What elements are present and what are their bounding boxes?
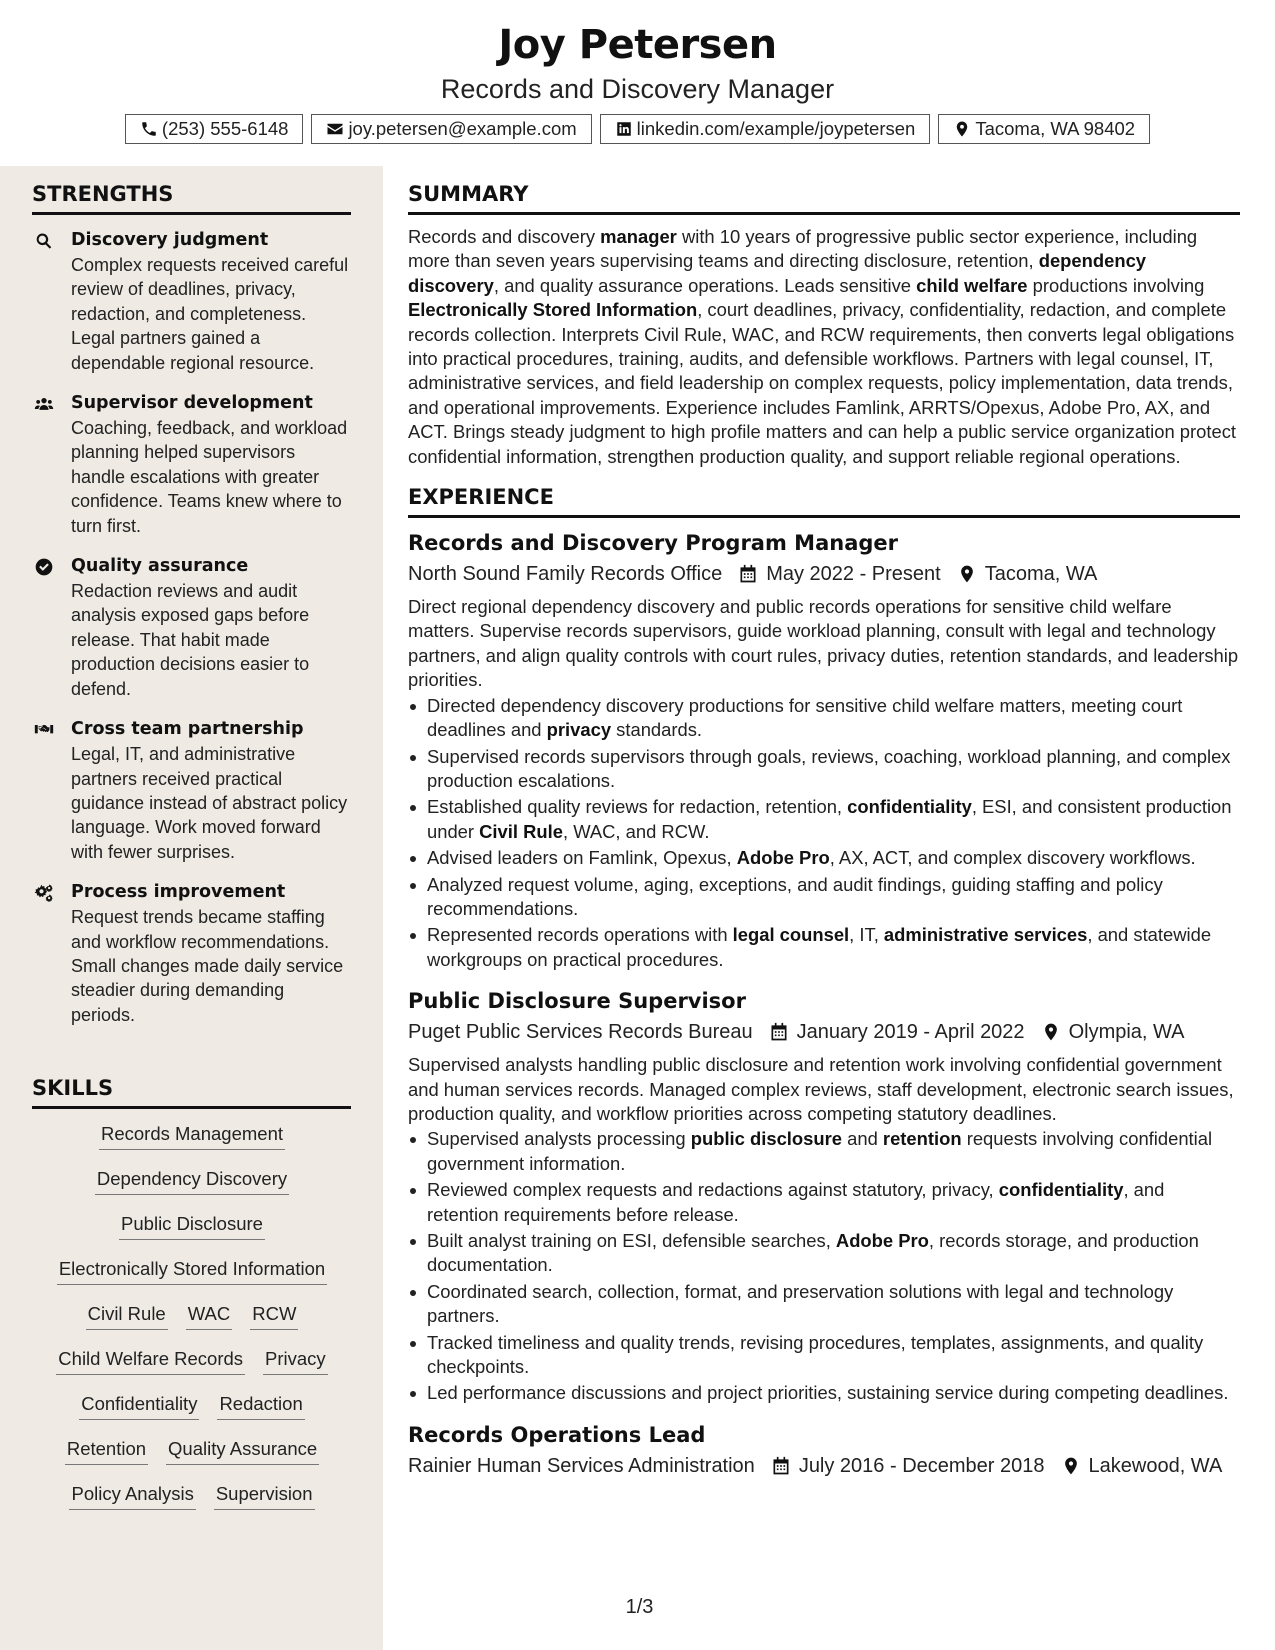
emphasis-text: retention — [882, 1128, 962, 1150]
experience-heading: EXPERIENCE — [408, 485, 1240, 518]
job-location: Lakewood, WA — [1088, 1454, 1223, 1477]
skill-tag: Public Disclosure — [119, 1212, 265, 1240]
skill-tag: Child Welfare Records — [56, 1347, 245, 1375]
job-title: Records and Discovery Program Manager — [408, 531, 898, 556]
job-dates: May 2022 - Present — [766, 563, 941, 586]
strength-description: Complex requests received careful review of deadlines, privacy, redaction, and completeness. Legal partners gained a dependable regional resource. — [71, 255, 349, 373]
strength-description: Redaction reviews and audit analysis exposed gaps before release. That habit made production decisions easier to defend. — [71, 581, 310, 699]
users-icon — [32, 393, 56, 415]
page-number — [0, 1596, 1275, 1619]
emphasis-text: dependency discovery — [408, 250, 1147, 296]
strength-title: Supervisor development — [71, 393, 313, 414]
resume-header — [0, 0, 1275, 166]
job-organization: Rainier Human Services Administration — [408, 1454, 755, 1477]
emphasis-text: Adobe Pro — [736, 847, 830, 869]
skill-tag: Privacy — [263, 1347, 328, 1375]
emphasis-text: child welfare — [916, 274, 1028, 296]
contact-location-text: Tacoma, WA 98402 — [975, 118, 1136, 139]
strength-item — [32, 228, 352, 375]
strengths-heading: STRENGTHS — [32, 182, 351, 215]
text-run: Reviewed complex requests and redactions against statutory, privacy, — [427, 1179, 999, 1201]
emphasis-text: Civil Rule — [479, 820, 563, 842]
map-pin-icon — [1041, 1022, 1061, 1042]
emphasis-text: confidentiality — [998, 1179, 1124, 1201]
text-run: Advised leaders on Famlink, Opexus, — [427, 847, 737, 869]
emphasis-text: privacy — [546, 719, 612, 741]
text-run: Established quality reviews for redaction, retention, — [427, 796, 848, 818]
main-content — [408, 166, 1240, 1481]
calendar-icon — [738, 564, 758, 584]
skill-row — [32, 1437, 352, 1482]
candidate-title: Records and Discovery Manager — [440, 74, 835, 104]
skill-tag: RCW — [250, 1302, 298, 1330]
strength-description: Request trends became staffing and workflow recommendations. Small changes made daily service steadier during demanding periods. — [71, 907, 344, 1025]
strength-item — [32, 554, 352, 701]
bullet-item — [408, 1178, 1240, 1227]
candidate-name: Joy Petersen — [498, 22, 777, 68]
emphasis-text: legal counsel — [732, 924, 850, 946]
bullet-item — [408, 795, 1240, 844]
skill-row — [32, 1257, 352, 1302]
strength-item — [32, 391, 352, 538]
text-run: , and quality assurance operations. Leads sensitive — [493, 274, 917, 296]
emphasis-text: Electronically Stored Information — [408, 299, 698, 321]
bullet-item — [408, 923, 1240, 972]
map-pin-icon — [1061, 1456, 1081, 1476]
job-meta — [408, 559, 1240, 589]
job-meta — [408, 1017, 1240, 1047]
job-description: Direct regional dependency discovery and public records operations for sensitive child welfare matters. Supervise records supervisors, guide workload planning, consult with legal and technology partners, and align quality controls with court rules, privacy duties, retention standards, and leadership priorities. — [408, 596, 1239, 691]
search-icon — [32, 230, 56, 252]
job-organization: North Sound Family Records Office — [408, 563, 723, 586]
text-run: Tracked timeliness and quality trends, revising procedures, templates, assignments, and quality checkpoints. — [427, 1331, 1204, 1378]
strength-title: Discovery judgment — [71, 230, 269, 250]
contact-bar — [0, 114, 1275, 144]
text-run: , records storage, and production documentation. — [427, 1230, 1199, 1276]
text-run: and — [842, 1128, 883, 1150]
text-run: , IT, — [849, 924, 884, 946]
strength-item — [32, 717, 352, 864]
linkedin-icon — [615, 120, 633, 138]
job-bullets — [408, 1127, 1240, 1405]
bullet-item — [408, 1127, 1240, 1176]
experience-list — [408, 528, 1240, 1481]
emphasis-text: public disclosure — [690, 1128, 842, 1150]
job-location: Olympia, WA — [1068, 1021, 1185, 1044]
emphasis-text: administrative services — [883, 924, 1088, 946]
skill-tag: Confidentiality — [79, 1392, 199, 1420]
job-entry — [408, 986, 1240, 1406]
job-dates: January 2019 - April 2022 — [796, 1021, 1025, 1044]
map-pin-icon — [957, 564, 977, 584]
text-run: , and retention requirements before release. — [427, 1179, 1165, 1225]
summary-heading: SUMMARY — [408, 182, 1240, 215]
check-circle-icon — [32, 556, 56, 578]
skill-tag: Electronically Stored Information — [57, 1257, 327, 1285]
skill-tag: Quality Assurance — [166, 1437, 319, 1465]
text-run: Records and discovery — [408, 226, 601, 247]
skill-tag: Policy Analysis — [69, 1482, 195, 1510]
bullet-item — [408, 745, 1240, 794]
strength-title: Quality assurance — [71, 556, 249, 577]
job-description: Supervised analysts handling public disclosure and retention work involving confidential government and human services records. Managed complex reviews, staff development, electronic search issues, production quality, and workflow priorities across competing statutory deadlines. — [408, 1054, 1234, 1124]
skills-list — [32, 1122, 352, 1527]
skill-tag: Supervision — [214, 1482, 315, 1510]
job-entry — [408, 528, 1240, 972]
bullet-item — [408, 694, 1240, 743]
text-run: with 10 years of progressive public sector experience, including more than seven years supervising teams and directing disclosure, retention, — [408, 226, 1198, 272]
skill-row — [32, 1392, 352, 1437]
strengths-list — [32, 228, 352, 1043]
strength-title: Process improvement — [71, 882, 286, 903]
skill-tag: WAC — [186, 1302, 232, 1330]
text-run: Built analyst training on ESI, defensible searches, — [427, 1230, 836, 1251]
strength-title: Cross team partnership — [71, 719, 304, 740]
text-run: Led performance discussions and project priorities, sustaining service during competing deadlines. — [427, 1382, 1229, 1404]
text-run: , court deadlines, privacy, confidentiality, redaction, and complete records collection. Interprets Civil Rule, WAC, and RCW requirements, then converts legal obligations into practical procedures, training, audits, and defensible workflows. Partners with legal counsel, IT, administrative services, and field leadership on complex requests, policy implementation, data trends, and operational improvements. Experience includes Famlink, ARRTS/Opexus, Adobe Pro, AX, and ACT. Brings steady judgment to high profile matters and can help a public service organization protect confidential information, strengthen production quality, and support reliable regional operations. — [408, 299, 1237, 467]
phone-icon — [140, 120, 158, 138]
job-location: Tacoma, WA — [984, 563, 1098, 586]
bullet-item — [408, 1280, 1240, 1329]
contact-email-text: joy.petersen@example.com — [348, 118, 577, 139]
text-run: Analyzed request volume, aging, exceptions, and audit findings, guiding staffing and policy recommendations. — [427, 873, 1163, 919]
bullet-item — [408, 846, 1240, 870]
bullet-item — [408, 873, 1240, 922]
bullet-item — [408, 1381, 1240, 1405]
job-organization: Puget Public Services Records Bureau — [408, 1021, 753, 1044]
skill-row — [32, 1212, 352, 1257]
text-run: , AX, ACT, and complex discovery workflows. — [829, 847, 1196, 869]
text-run: , WAC, and RCW. — [562, 820, 710, 842]
contact-email[interactable] — [311, 114, 591, 144]
summary-text — [408, 225, 1240, 469]
skill-row — [32, 1167, 352, 1212]
text-run: requests involving confidential government information. — [427, 1128, 1213, 1174]
skill-row — [32, 1347, 352, 1392]
text-run: productions involving — [1027, 274, 1205, 296]
job-entry — [408, 1420, 1240, 1481]
emphasis-text: Adobe Pro — [835, 1230, 929, 1251]
text-run: Supervised analysts processing — [427, 1128, 691, 1150]
gears-icon — [32, 882, 56, 904]
skill-tag: Civil Rule — [86, 1302, 168, 1330]
contact-linkedin[interactable] — [600, 114, 931, 144]
text-run: , and statewide workgroups on practical procedures. — [427, 924, 1212, 970]
bullet-item — [408, 1229, 1240, 1278]
skill-row — [32, 1482, 352, 1527]
contact-linkedin-text: linkedin.com/example/joypetersen — [636, 118, 916, 139]
handshake-icon — [32, 719, 56, 741]
job-dates: July 2016 - December 2018 — [798, 1454, 1045, 1477]
job-title: Public Disclosure Supervisor — [408, 989, 746, 1014]
skill-tag: Records Management — [99, 1122, 285, 1150]
contact-location — [938, 114, 1150, 144]
strength-description: Legal, IT, and administrative partners received practical guidance instead of abstract policy language. Work moved forward with fewer surprises. — [71, 744, 348, 862]
bullet-item — [408, 1331, 1240, 1380]
job-meta — [408, 1451, 1240, 1481]
emphasis-text: confidentiality — [847, 796, 972, 818]
job-bullets — [408, 694, 1240, 972]
calendar-icon — [771, 1456, 791, 1476]
text-run: Directed dependency discovery productions for sensitive child welfare matters, meeting court deadlines and — [427, 694, 1183, 741]
contact-phone[interactable] — [125, 114, 304, 144]
page-number-text: 1/3 — [625, 1596, 654, 1618]
text-run: Coordinated search, collection, format, and preservation solutions with legal and technology partners. — [427, 1280, 1174, 1327]
text-run: Supervised records supervisors through goals, reviews, coaching, workload planning, and complex production escalations. — [427, 745, 1231, 791]
strength-description: Coaching, feedback, and workload planning helped supervisors handle escalations with greater confidence. Teams knew where to turn first. — [71, 418, 348, 536]
calendar-icon — [769, 1022, 789, 1042]
contact-phone-text: (253) 555-6148 — [161, 118, 289, 139]
skill-tag: Redaction — [217, 1392, 304, 1420]
text-run: Represented records operations with — [427, 924, 733, 946]
envelope-icon — [326, 120, 344, 138]
emphasis-text: manager — [600, 226, 677, 247]
skill-tag: Retention — [65, 1437, 148, 1465]
text-run: standards. — [611, 719, 703, 741]
map-pin-icon — [953, 120, 971, 138]
skill-tag: Dependency Discovery — [95, 1167, 289, 1195]
skills-heading: SKILLS — [32, 1076, 351, 1109]
strength-item — [32, 880, 352, 1027]
skill-row — [32, 1302, 352, 1347]
skill-row — [32, 1122, 352, 1167]
text-run: , ESI, and consistent production under — [427, 796, 1232, 842]
job-title: Records Operations Lead — [408, 1422, 706, 1447]
